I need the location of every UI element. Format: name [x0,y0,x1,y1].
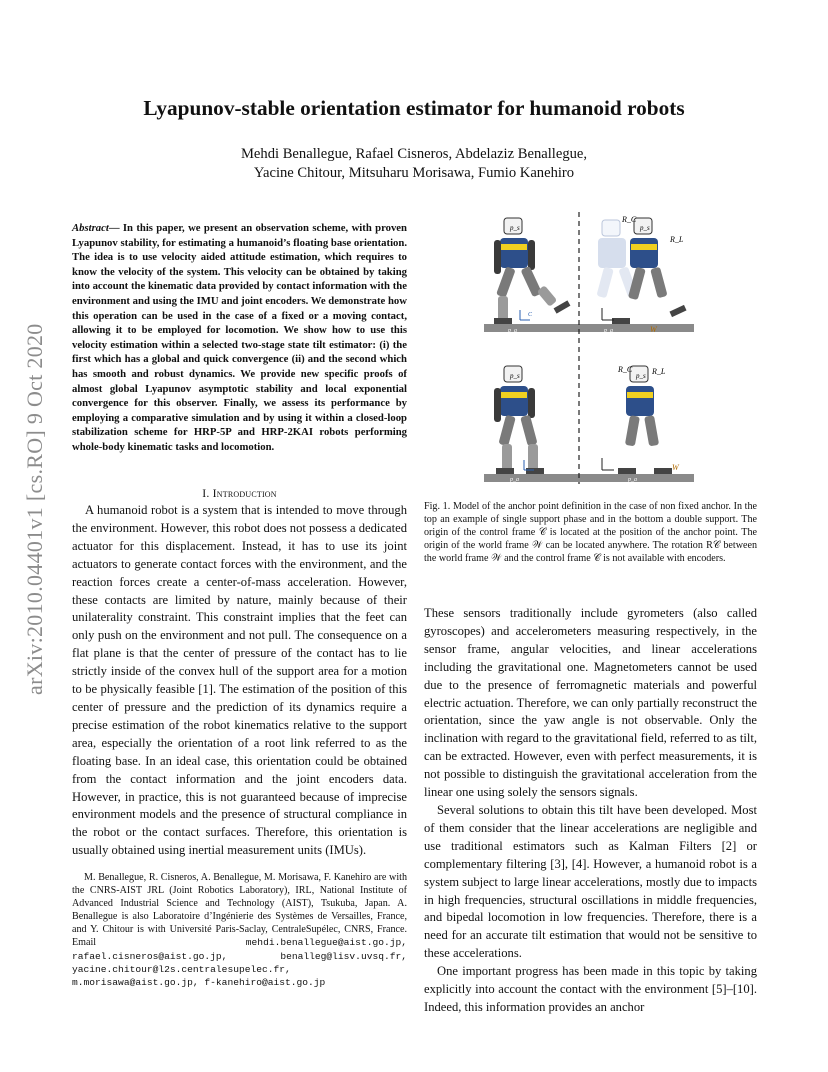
abstract-lead: Abstract [72,222,109,234]
author-affiliation-footnote [72,871,407,989]
paragraph-contact-progress: One important progress has been made in this topic by taking explicitly into account the contact with the environment [5]–[10]. Indeed, this information provides an anchor [424,964,757,1014]
label-control-frame: C [528,312,533,318]
label-p-s-top-right: p_s [640,224,650,232]
label-r-c-top: R_C [622,215,637,224]
paper-title: Lyapunov-stable orientation estimator for humanoid robots [143,96,685,120]
right-column-body [424,605,757,1017]
label-r-l-bottom: R_L [652,367,666,376]
label-p-s-bottom-left: p_s [510,372,520,380]
footnote-emails: mehdi.benallegue@aist.go.jp, rafael.cisneros@aist.go.jp, benalleg@lisv.uvsq.fr, yacine.chitour@l2s.centralesupelec.fr, m.morisawa@aist.go.jp, f-kanehiro@aist.go.jp [72,937,407,988]
label-p-a-bottom-right: p_a [628,477,637,483]
author-line-1: Mehdi Benallegue, Rafael Cisneros, Abdelaziz Benallegue, [240,146,588,162]
figure-caption [424,500,757,565]
arxiv-identifier-stamp: arXiv:2010.04401v1 [cs.RO] 9 Oct 2020 [22,323,47,695]
section-title: Introduction [212,486,277,500]
abstract [72,221,407,455]
paragraph-sensors: These sensors traditionally include gyrometers (also called gyroscopes) and accelerometers measuring respectively, in the sensor frame, angular velocities, and linear accelerations including the gravitational one. Magnetometers cannot be used due to the presence of ferromagnetic materials and powerful electric actuation. Therefore, we can only partially reconstruct the orientation, since the yaw angle is not observable. Only the inclination with regard to the gravitational field, referred to as tilt, can be extracted. However, even with perfect measurements, it is not possible to distinguish the gravitational acceleration from the linear one using solely the sensors signals. [424,606,757,800]
intro-paragraph: A humanoid robot is a system that is intended to move through the environment. However, this robot does not possess a dedicated actuator for this displacement. Instead, it has to use its joint actuators to generate contact forces with the environment, and the reaction forces create a center-of-mass acceleration. However, these contacts are limited by nature, mainly because of their unilaterality constraint. This constraint implies that the feet can only push on the environment and not pull. The consequence on a flat plane is that the center of pressure of the contact has to lie strictly inside of the convex hull of the support area for a motion to be physically feasible [1]. The estimation of the position of this center of pressure and the prediction of its dynamics require a precise estimation of the robot kinematics relative to the support area, especially the orientation of a root link referred to as the floating base. In an ideal case, this orientation could be obtained from the contact information and the joint encoders data. However, in practice, this is not guaranteed because of imprecise environment models and the presence of structural compliance in the robot or the contact surfaces. Therefore, this orientation is usually obtained using inertial measurement units (IMUs). [72,503,407,858]
section-number: I. [202,486,210,500]
label-p-s-top-left: p_s [510,224,520,232]
abstract-text: — In this paper, we present an observation scheme, with proven Lyapunov stability, for estimating a humanoid’s floating base orientation. The idea is to use velocity aided attitude estimation, which requires to know the velocity of the system. This velocity can be obtained by taking into account the kinematic data provided by contact information with the environment and using the IMU and joint encoders. We demonstrate how this operation can be used in the case of a fixed or a moving contact, allowing it to be employed for locomotion. We show how to use this velocity estimation within a selected two-stage state tilt estimator: (i) the first which has a global and quick convergence (ii) and the second which has smooth and robust dynamics. We provide new specific proofs of almost global Lyapunov asymptotic stability and local exponential convergence for this observer. Finally, we assess its performance by employing a comparative simulation and by using it within a closed-loop stabilization scheme for HRP-5P and HRP-2KAI robots performing whole-body kinematic tasks and locomotion. [72,222,407,453]
section-heading [72,486,407,501]
footnote-text: M. Benallegue, R. Cisneros, A. Benallegue, M. Morisawa, F. Kanehiro are with the CNRS-AIST JRL (Joint Robotics Laboratory), IRL, National Institute of Advanced Industrial Science and Technology (AIST), Tsukuba, Japan. A. Benallegue is also Laboratoire d’Ingénierie des Systèmes de Versailles, France, and Y. Chitour is with Université Paris-Saclay, CentraleSupélec, CNRS, France. Email [72,872,407,949]
label-p-a-top-right: p_a [604,328,613,334]
label-p-a-bottom-left: p_a [510,477,519,483]
robot-single-support [494,218,570,324]
label-p-s-bottom-right: p_s [636,372,646,380]
caption-label: Fig. 1. [424,501,451,512]
label-world-frame-top: W [650,325,657,334]
robot-double-support [494,366,544,474]
label-world-frame-bottom: W [672,463,679,472]
intro-body [72,502,407,860]
caption-text: Model of the anchor point definition in the case of non fixed anchor. In the top an example of single support phase and in the bottom a double support. The origin of the control frame 𝒞 is located at the position of the anchor point. The origin of the world frame 𝒲 can be located anywhere. The rotation R𝒞 between the world frame 𝒲 and the control frame 𝒞 is not available with encoders. [424,501,757,565]
robot-double-support-moving [618,366,672,474]
label-r-l-top: R_L [670,235,684,244]
figure-anchor-point-model [484,208,694,488]
paragraph-tilt-solutions: Several solutions to obtain this tilt have been developed. Most of them consider that the linear accelerations are negligible and use traditional estimators such as Kalman Filters [2] or complementary filtering [3], [4]. However, a humanoid robot is a system subject to large linear accelerations, mostly due to impacts in high frequencies, structural oscillations in middle frequencies, and bipedal locomotion in low frequencies. Therefore, there is a need for an accurate tilt estimation that would not be sensitive to these accelerations. [424,802,757,961]
author-line-2: Yacine Chitour, Mitsuharu Morisawa, Fumio Kanehiro [253,165,575,181]
label-p-a-top-left: p_a [508,328,517,334]
label-r-c-bottom: R_C [618,365,633,374]
